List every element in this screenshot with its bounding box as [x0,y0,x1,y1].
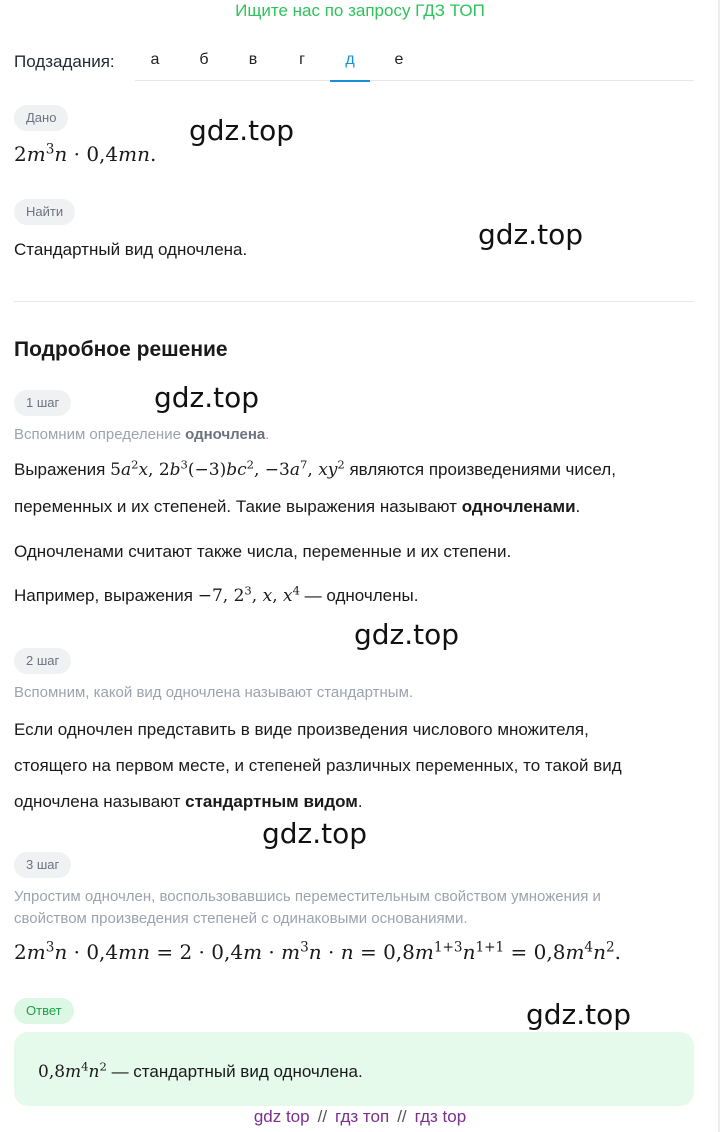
search-banner: Ищите нас по запросу ГДЗ ТОП [235,1,485,20]
footer [0,1107,720,1127]
step-3-hint-line-1: Упростим одночлен, воспользовавшись переместительным свойством умножения и [14,888,601,905]
answer-chip: Ответ [14,998,74,1024]
step-2-line-3: одночлена называют стандартным видом. [14,792,363,811]
given-expression: $2m^3n \cdot 0,4mn$. [14,141,157,166]
find-chip: Найти [14,199,75,225]
tab-e[interactable]: е [394,51,404,68]
footer-link-2[interactable]: гдз топ [335,1107,390,1126]
footer-separator: // [317,1107,328,1126]
step-2-hint: Вспомним, какой вид одночлена называют стандартным. [14,684,414,701]
step-1-paragraph-line-1: Выражения $5a^2x$, $2b^3(-3)bc^2$, $-3a^7$, $xy^2$ являются произведениями чисел, [14,457,616,480]
footer-link-1[interactable]: gdz top [253,1107,310,1126]
find-text: Стандартный вид одночлена. [14,240,248,259]
step-1-chip: 1 шаг [14,390,71,416]
footer-separator: // [397,1107,407,1126]
answer-math: $0,8m^4n^2$ [38,1059,107,1082]
watermark: gdz.top [154,381,260,414]
step-1-hint: Вспомним определение одночлена. [14,426,270,443]
subtasks-label: Подзадания: [14,52,115,71]
step-3-chip: 3 шаг [14,852,71,878]
subtasks-bar [14,46,694,82]
step-1-examples: −7, $2^3$, x, $x^4$ [197,583,300,606]
step-3-hint-line-2: свойством произведения степеней с одинаковыми основаниями. [14,910,468,927]
step-2-line-2: стоящего на первом месте, и степеней различных переменных, то такой вид [14,756,622,775]
step-1-expressions: $5a^2x$, $2b^3(-3)bc^2$, $-3a^7$, $xy^2$ [110,457,345,480]
step-3-expression: $2m^3n \cdot 0,4mn = 2 \cdot 0,4m \cdot m^3n \cdot n = 0,8m^{1+3}n^{1+1} = 0,8m^4n^2$. [14,939,621,964]
watermark: gdz.top [526,998,632,1031]
step-1-paragraph-3: Например, выражения −7, $2^3$, x, $x^4$ — одночлены. [14,583,419,606]
step-2-line-1: Если одночлен представить в виде произведения числового множителя, [14,720,589,739]
section-divider [14,301,694,302]
given-chip: Дано [14,105,68,131]
tab-v[interactable]: в [248,51,258,68]
footer-link-3[interactable]: гдз top [414,1107,467,1126]
tab-d-active[interactable]: д [330,51,370,81]
watermark: gdz.top [354,618,460,651]
watermark: gdz.top [478,218,584,251]
watermark: gdz.top [189,114,295,147]
solution-title: Подробное решение [14,338,228,361]
step-2-chip: 2 шаг [14,648,71,674]
step-1-paragraph-2: Одночленами считают также числа, переменные и их степени. [14,542,512,561]
tab-b[interactable]: б [199,51,209,68]
watermark: gdz.top [262,817,368,850]
tab-a[interactable]: а [150,51,160,68]
step-1-paragraph-line-2: переменных и их степеней. Такие выражения называют одночленами. [14,497,581,516]
answer-text: $0,8m^4n^2$ — стандартный вид одночлена. [38,1059,363,1082]
tab-g[interactable]: г [299,51,305,68]
